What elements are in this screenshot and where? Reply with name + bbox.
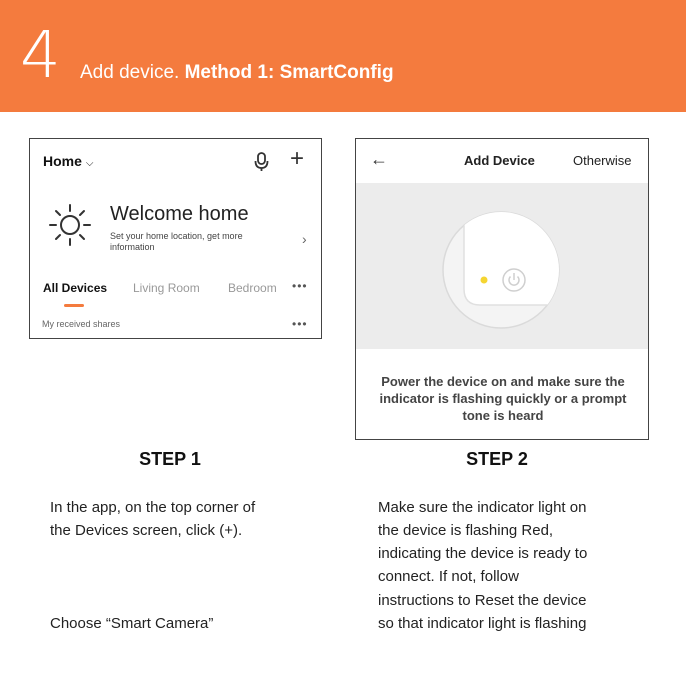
- tab-all-devices[interactable]: All Devices: [43, 281, 108, 295]
- tab-bedroom[interactable]: Bedroom: [228, 281, 277, 295]
- step2-line5: instructions to Reset the device: [378, 592, 587, 609]
- mic-icon[interactable]: [252, 151, 272, 173]
- active-tab-indicator: [64, 304, 84, 307]
- more-icon[interactable]: •••: [292, 317, 308, 331]
- step2-line3: indicating the device is ready to: [378, 545, 588, 562]
- step1-line2: the Devices screen, click (+).: [50, 522, 243, 539]
- home-screen-screenshot: [29, 138, 322, 339]
- more-icon[interactable]: •••: [292, 279, 308, 293]
- tab-living-room[interactable]: Living Room: [133, 281, 200, 295]
- step2-line1: Make sure the indicator light on: [378, 499, 587, 516]
- add-device-screenshot: [355, 138, 649, 440]
- step-number: 4: [20, 19, 61, 93]
- header-title-prefix: Add device.: [80, 62, 185, 83]
- welcome-subtitle: Set your home location, get more information: [110, 231, 243, 252]
- chevron-down-icon: ⌵: [85, 158, 94, 169]
- welcome-heading: Welcome home: [110, 203, 249, 225]
- plus-icon[interactable]: +: [290, 145, 305, 172]
- step2-label: STEP 2: [466, 449, 528, 469]
- device-illustration: [440, 209, 562, 331]
- step1-line1: In the app, on the top corner of: [50, 499, 256, 516]
- indicator-light: [481, 277, 488, 284]
- received-shares-label: My received shares: [42, 319, 121, 329]
- header-title: [80, 60, 394, 86]
- back-arrow-icon[interactable]: ←: [370, 149, 388, 169]
- add-device-title: Add Device: [464, 153, 535, 168]
- otherwise-link[interactable]: Otherwise: [573, 153, 632, 168]
- chevron-right-icon[interactable]: ›: [302, 231, 307, 247]
- sun-icon: [48, 203, 92, 247]
- step1-label: STEP 1: [139, 449, 201, 469]
- step2-line4: connect. If not, follow: [378, 568, 519, 585]
- home-selector[interactable]: [43, 153, 94, 169]
- page-header: [0, 0, 686, 112]
- step1-line3: Choose “Smart Camera”: [50, 615, 214, 632]
- header-title-method: Method 1: SmartConfig: [184, 62, 394, 83]
- power-instruction: Power the device on and make sure the indicator is flashing quickly or a prompt tone is heard: [379, 374, 627, 423]
- home-label: Home: [43, 153, 82, 169]
- device-illustration-area: [356, 183, 648, 349]
- step2-line6: so that indicator light is flashing: [378, 615, 587, 632]
- step2-line2: the device is flashing Red,: [378, 522, 554, 539]
